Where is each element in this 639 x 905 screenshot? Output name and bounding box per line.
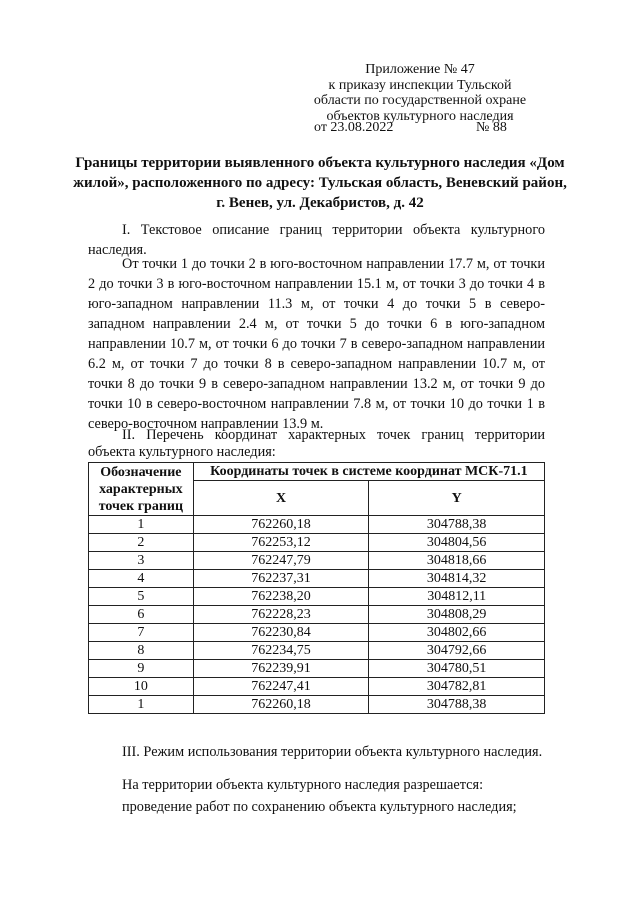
cell-x: 762237,31 <box>193 570 369 588</box>
cell-x: 762238,20 <box>193 588 369 606</box>
cell-point: 8 <box>89 642 194 660</box>
table-row <box>89 606 545 624</box>
table-row <box>89 624 545 642</box>
cell-x: 762260,18 <box>193 696 369 714</box>
cell-point: 5 <box>89 588 194 606</box>
section1-body: От точки 1 до точки 2 в юго-восточном направлении 17.7 м, от точки 2 до точки 3 в юго-восточном направлении 15.1 м, от точки 3 до точки 4 в юго-западном направлении 11.3 м, от точки 4 до точки 5 в северо-западном направлении 2.4 м, от точки 5 до точки 6 в юго-западном направлении 10.7 м, от точки 6 до точки 7 в северо-западном направлении 6.2 м, от точки 7 до точки 8 в северо-западном направлении 10.7 м, от точки 8 до точки 9 в северо-западном направлении 13.2 м, от точки 9 до точки 10 в северо-восточном направлении 7.8 м, от точки 10 до точки 1 в северо-восточном направлении 13.9 м. <box>88 256 545 432</box>
table-row <box>89 516 545 534</box>
col-x-header: X <box>193 481 369 516</box>
cell-y: 304792,66 <box>369 642 545 660</box>
cell-y: 304812,11 <box>369 588 545 606</box>
cell-x: 762230,84 <box>193 624 369 642</box>
cell-point: 6 <box>89 606 194 624</box>
cell-x: 762260,18 <box>193 516 369 534</box>
table-row <box>89 660 545 678</box>
section1-heading: I. Текстовое описание границ территории объекта культурного наследия. <box>88 222 545 258</box>
cell-x: 762228,23 <box>193 606 369 624</box>
order-date: от 23.08.2022 <box>314 120 394 135</box>
cell-point: 7 <box>89 624 194 642</box>
cell-point: 2 <box>89 534 194 552</box>
cell-y: 304788,38 <box>369 516 545 534</box>
table-row <box>89 534 545 552</box>
col-y-header: Y <box>369 481 545 516</box>
cell-y: 304814,32 <box>369 570 545 588</box>
cell-y: 304804,56 <box>369 534 545 552</box>
cell-y: 304788,38 <box>369 696 545 714</box>
cell-x: 762247,41 <box>193 678 369 696</box>
cell-point: 4 <box>89 570 194 588</box>
cell-point: 1 <box>89 696 194 714</box>
annex-line-4: объектов культурного наследия <box>326 108 514 124</box>
annex-line-1: Приложение № 47 <box>365 62 475 77</box>
order-line <box>314 120 544 136</box>
col-point-header: Обозначение характерных точек границ <box>89 463 194 516</box>
cell-x: 762234,75 <box>193 642 369 660</box>
annex-block <box>300 62 540 124</box>
section2-heading: II. Перечень координат характерных точек границ территории объекта культурного наследия: <box>88 427 545 460</box>
annex-line-3: области по государственной охране <box>313 93 527 108</box>
section3-item-1: проведение работ по сохранению объекта культурного наследия; <box>122 799 517 815</box>
table-row <box>89 642 545 660</box>
section3-heading: III. Режим использования территории объекта культурного наследия. <box>122 744 543 760</box>
coordinates-table <box>88 462 545 714</box>
document-title: Границы территории выявленного объекта культурного наследия «Дом жилой», расположенного по адресу: Тульская область, Веневский район, г. Венев, ул. Декабристов, д. 42 <box>73 155 567 211</box>
cell-y: 304782,81 <box>369 678 545 696</box>
cell-point: 9 <box>89 660 194 678</box>
order-number: № 88 <box>476 120 507 135</box>
table-row <box>89 678 545 696</box>
cell-y: 304808,29 <box>369 606 545 624</box>
annex-line-2: к приказу инспекции Тульской <box>328 77 512 93</box>
table-row <box>89 696 545 714</box>
table-row <box>89 570 545 588</box>
table-row <box>89 552 545 570</box>
cell-y: 304818,66 <box>369 552 545 570</box>
cell-x: 762239,91 <box>193 660 369 678</box>
section3-allowed: На территории объекта культурного наследия разрешается: <box>122 777 484 793</box>
cell-y: 304802,66 <box>369 624 545 642</box>
cell-point: 3 <box>89 552 194 570</box>
col-coords-header: Координаты точек в системе координат МСК-71.1 <box>193 463 544 481</box>
table-row <box>89 588 545 606</box>
cell-point: 1 <box>89 516 194 534</box>
cell-x: 762253,12 <box>193 534 369 552</box>
cell-point: 10 <box>89 678 194 696</box>
cell-y: 304780,51 <box>369 660 545 678</box>
cell-x: 762247,79 <box>193 552 369 570</box>
